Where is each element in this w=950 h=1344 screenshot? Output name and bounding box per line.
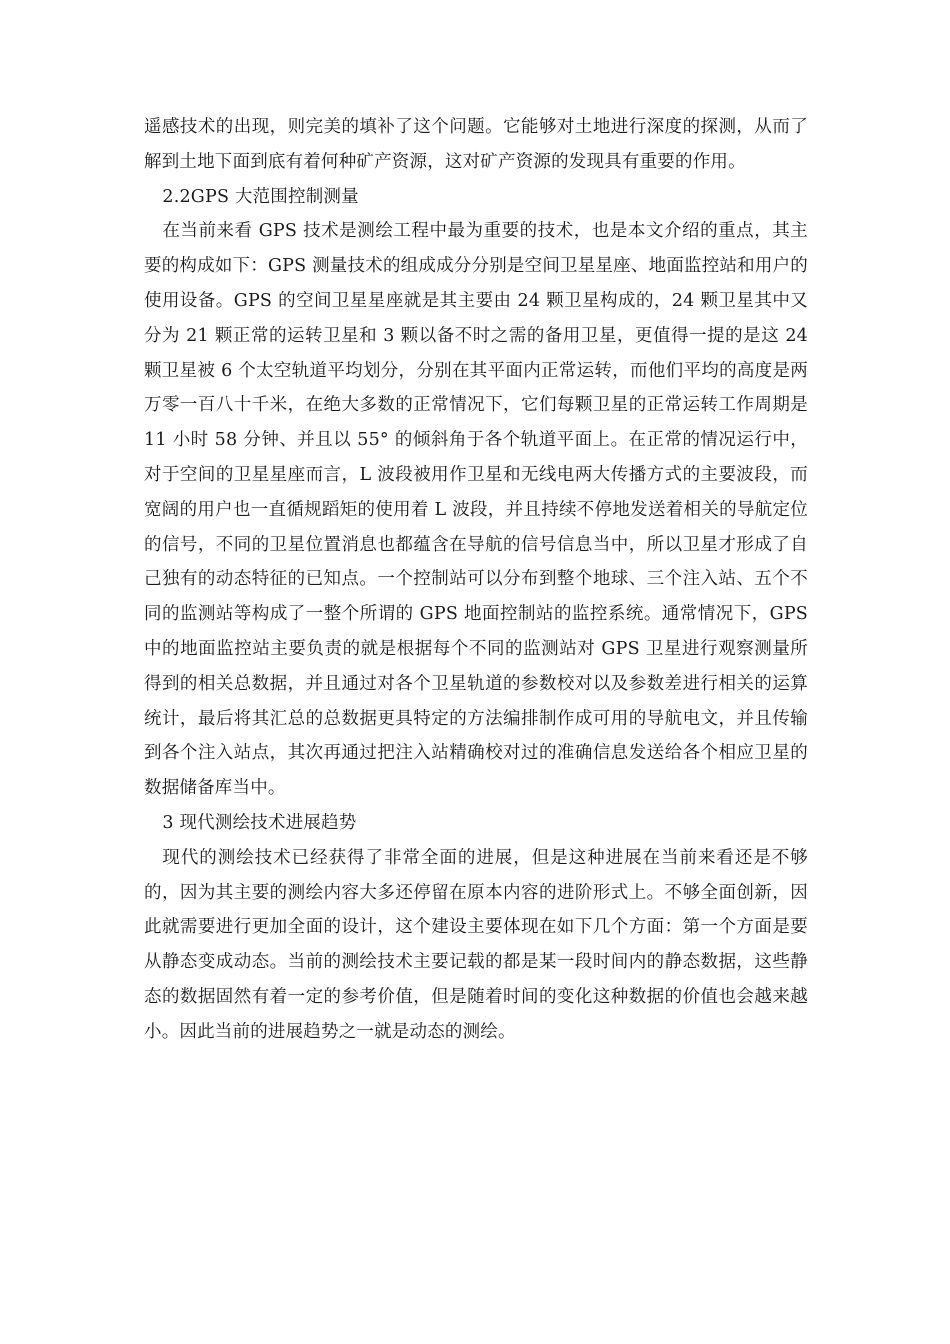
- paragraph-remote-sensing-conclusion: 遥感技术的出现，则完美的填补了这个问题。它能够对土地进行深度的探测，从而了解到土地下面到底有着何种矿产资源，这对矿产资源的发现具有重要的作用。: [144, 117, 808, 172]
- paragraph-development-trends: 现代的测绘技术已经获得了非常全面的进展，但是这种进展在当前来看还是不够的，因为其主要的测绘内容大多还停留在原本内容的进阶形式上。不够全面创新，因此就需要进行更加全面的设计，这个建设主要体现在如下几个方面：第一个方面是要从静态变成动态。当前的测绘技术主要记载的都是某一段时间内的静态数据，这些静态的数据固然有着一定的参考价值，但是随着时间的变化这种数据的价值也会越来越小。因此当前的进展趋势之一就是动态的测绘。: [144, 847, 808, 1042]
- section-heading-development-trends: 3 现代测绘技术进展趋势: [162, 812, 357, 833]
- document-body: [144, 110, 808, 1050]
- paragraph-gps-technology: 在当前来看 GPS 技术是测绘工程中最为重要的技术，也是本文介绍的重点，其主要的构成如下：GPS 测量技术的组成成分分别是空间卫星星座、地面监控站和用户的使用设备。GPS 的空间卫星星座就是其主要由 24 颗卫星构成的，24 颗卫星其中又分为 21 颗正常的运转卫星和 3 颗以备不时之需的备用卫星，更值得一提的是这 24 颗卫星被 6 个太空轨道平均划分，分别在其平面内正常运转，而他们平均的高度是两万零一百八十千米，在绝大多数的正常情况下，它们每颗卫星的正常运转工作周期是 11 小时 58 分钟、并且以 55° 的倾斜角于各个轨道平面上。在正常的情况运行中，对于空间的卫星星座而言，L 波段被用作卫星和无线电两大传播方式的主要波段，而宽阔的用户也一直循规蹈矩的使用着 L 波段，并且持续不停地发送着相关的导航定位的信号，不同的卫星位置消息也都蕴含在导航的信号信息当中，所以卫星才形成了自己独有的动态特征的已知点。一个控制站可以分布到整个地球、三个注入站、五个不同的监测站等构成了一整个所谓的 GPS 地面控制站的监控系统。通常情况下，GPS 中的地面监控站主要负责的就是根据每个不同的监测站对 GPS 卫星进行观察测量所得到的相关总数据，并且通过对各个卫星轨道的参数校对以及参数差进行相关的运算统计，最后将其汇总的总数据更具特定的方法编排制作成可用的导航电文，并且传输到各个注入站点，其次再通过把注入站精确校对过的准确信息发送给各个相应卫星的数据储备库当中。: [144, 221, 808, 799]
- section-heading-gps-control-survey: 2.2GPS 大范围控制测量: [162, 186, 359, 207]
